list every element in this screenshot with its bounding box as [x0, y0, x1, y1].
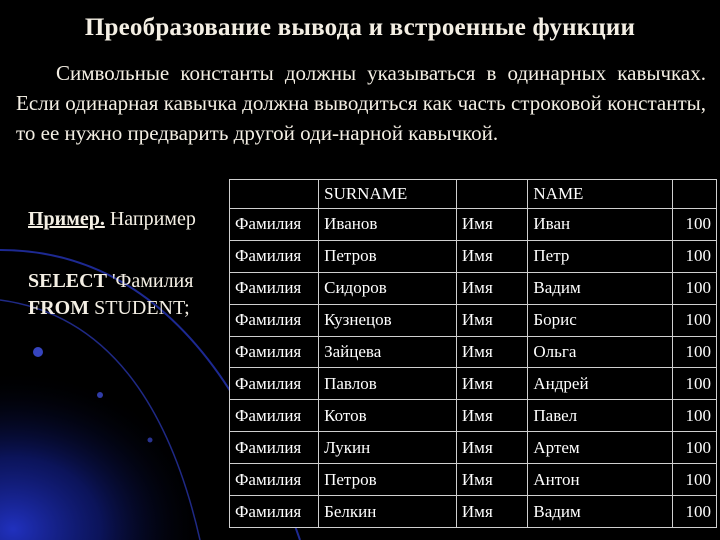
table-cell: Фамилия [230, 400, 319, 432]
table-cell: 100 [673, 400, 717, 432]
table-cell: Имя [456, 272, 527, 304]
table-row [230, 272, 717, 304]
table-cell: Фамилия [230, 209, 319, 241]
table-cell: Иванов [319, 209, 457, 241]
table-cell: 100 [673, 464, 717, 496]
header-cell-surname: SURNAME [319, 180, 457, 209]
sql-from-keyword: FROM [28, 297, 90, 319]
table-cell: Имя [456, 209, 527, 241]
table-cell: Имя [456, 336, 527, 368]
table-cell: Лукин [319, 432, 457, 464]
table-cell: Павлов [319, 368, 457, 400]
table-cell: Фамилия [230, 496, 319, 528]
slide-paragraph: Символьные константы должны указываться в одинарных кавычках. Если одинарная кавычка должна выводиться как часть строковой константы, то ее нужно предварить другой оди-нарной кавычкой. [16, 61, 706, 145]
table-cell: Зайцева [319, 336, 457, 368]
sql-select-line [28, 268, 193, 295]
table-cell: 100 [673, 272, 717, 304]
table-cell: Ольга [528, 336, 673, 368]
table-cell: Фамилия [230, 464, 319, 496]
table-cell: Имя [456, 496, 527, 528]
table-cell: Антон [528, 464, 673, 496]
sql-select-rest: 'Фамилия [111, 270, 194, 292]
table-cell: 100 [673, 304, 717, 336]
header-cell [230, 180, 319, 209]
table-cell: Котов [319, 400, 457, 432]
header-cell [673, 180, 717, 209]
table-cell: Фамилия [230, 272, 319, 304]
table-header-row [230, 180, 717, 209]
sql-from-line [28, 295, 193, 322]
table-cell: Петров [319, 240, 457, 272]
table-cell: 100 [673, 336, 717, 368]
table-row [230, 336, 717, 368]
table-row [230, 496, 717, 528]
table-row [230, 209, 717, 241]
table-cell: Кузнецов [319, 304, 457, 336]
table-cell: Вадим [528, 272, 673, 304]
table-cell: Фамилия [230, 432, 319, 464]
table-cell: Фамилия [230, 336, 319, 368]
table-cell: Имя [456, 432, 527, 464]
table-row [230, 240, 717, 272]
table-cell: Андрей [528, 368, 673, 400]
table-row [230, 432, 717, 464]
table-cell: Имя [456, 304, 527, 336]
example-line [28, 208, 196, 231]
table-cell: Петров [319, 464, 457, 496]
table-cell: Имя [456, 368, 527, 400]
table-cell: Сидоров [319, 272, 457, 304]
table-cell: 100 [673, 209, 717, 241]
table-cell: Фамилия [230, 304, 319, 336]
table-cell: Павел [528, 400, 673, 432]
header-cell [456, 180, 527, 209]
table-cell: Имя [456, 400, 527, 432]
sql-select-keyword: SELECT [28, 270, 107, 292]
table-cell: Фамилия [230, 368, 319, 400]
table-cell: Артем [528, 432, 673, 464]
table-row [230, 304, 717, 336]
table-cell: Петр [528, 240, 673, 272]
table-row [230, 464, 717, 496]
table-cell: 100 [673, 432, 717, 464]
results-table [229, 179, 717, 528]
table-cell: Имя [456, 240, 527, 272]
example-text: Например [109, 208, 196, 230]
table-cell: 100 [673, 368, 717, 400]
table-cell: 100 [673, 240, 717, 272]
table-cell: Белкин [319, 496, 457, 528]
table-cell: Фамилия [230, 240, 319, 272]
example-label: Пример. [28, 208, 105, 230]
sql-query [28, 268, 193, 322]
slide-title: Преобразование вывода и встроенные функции [84, 14, 636, 41]
table-cell: Имя [456, 464, 527, 496]
table-cell: 100 [673, 496, 717, 528]
table-cell: Иван [528, 209, 673, 241]
table-cell: Вадим [528, 496, 673, 528]
header-cell-name: NAME [528, 180, 673, 209]
table-row [230, 400, 717, 432]
sql-from-rest: STUDENT; [94, 297, 190, 319]
table-row [230, 368, 717, 400]
table-cell: Борис [528, 304, 673, 336]
